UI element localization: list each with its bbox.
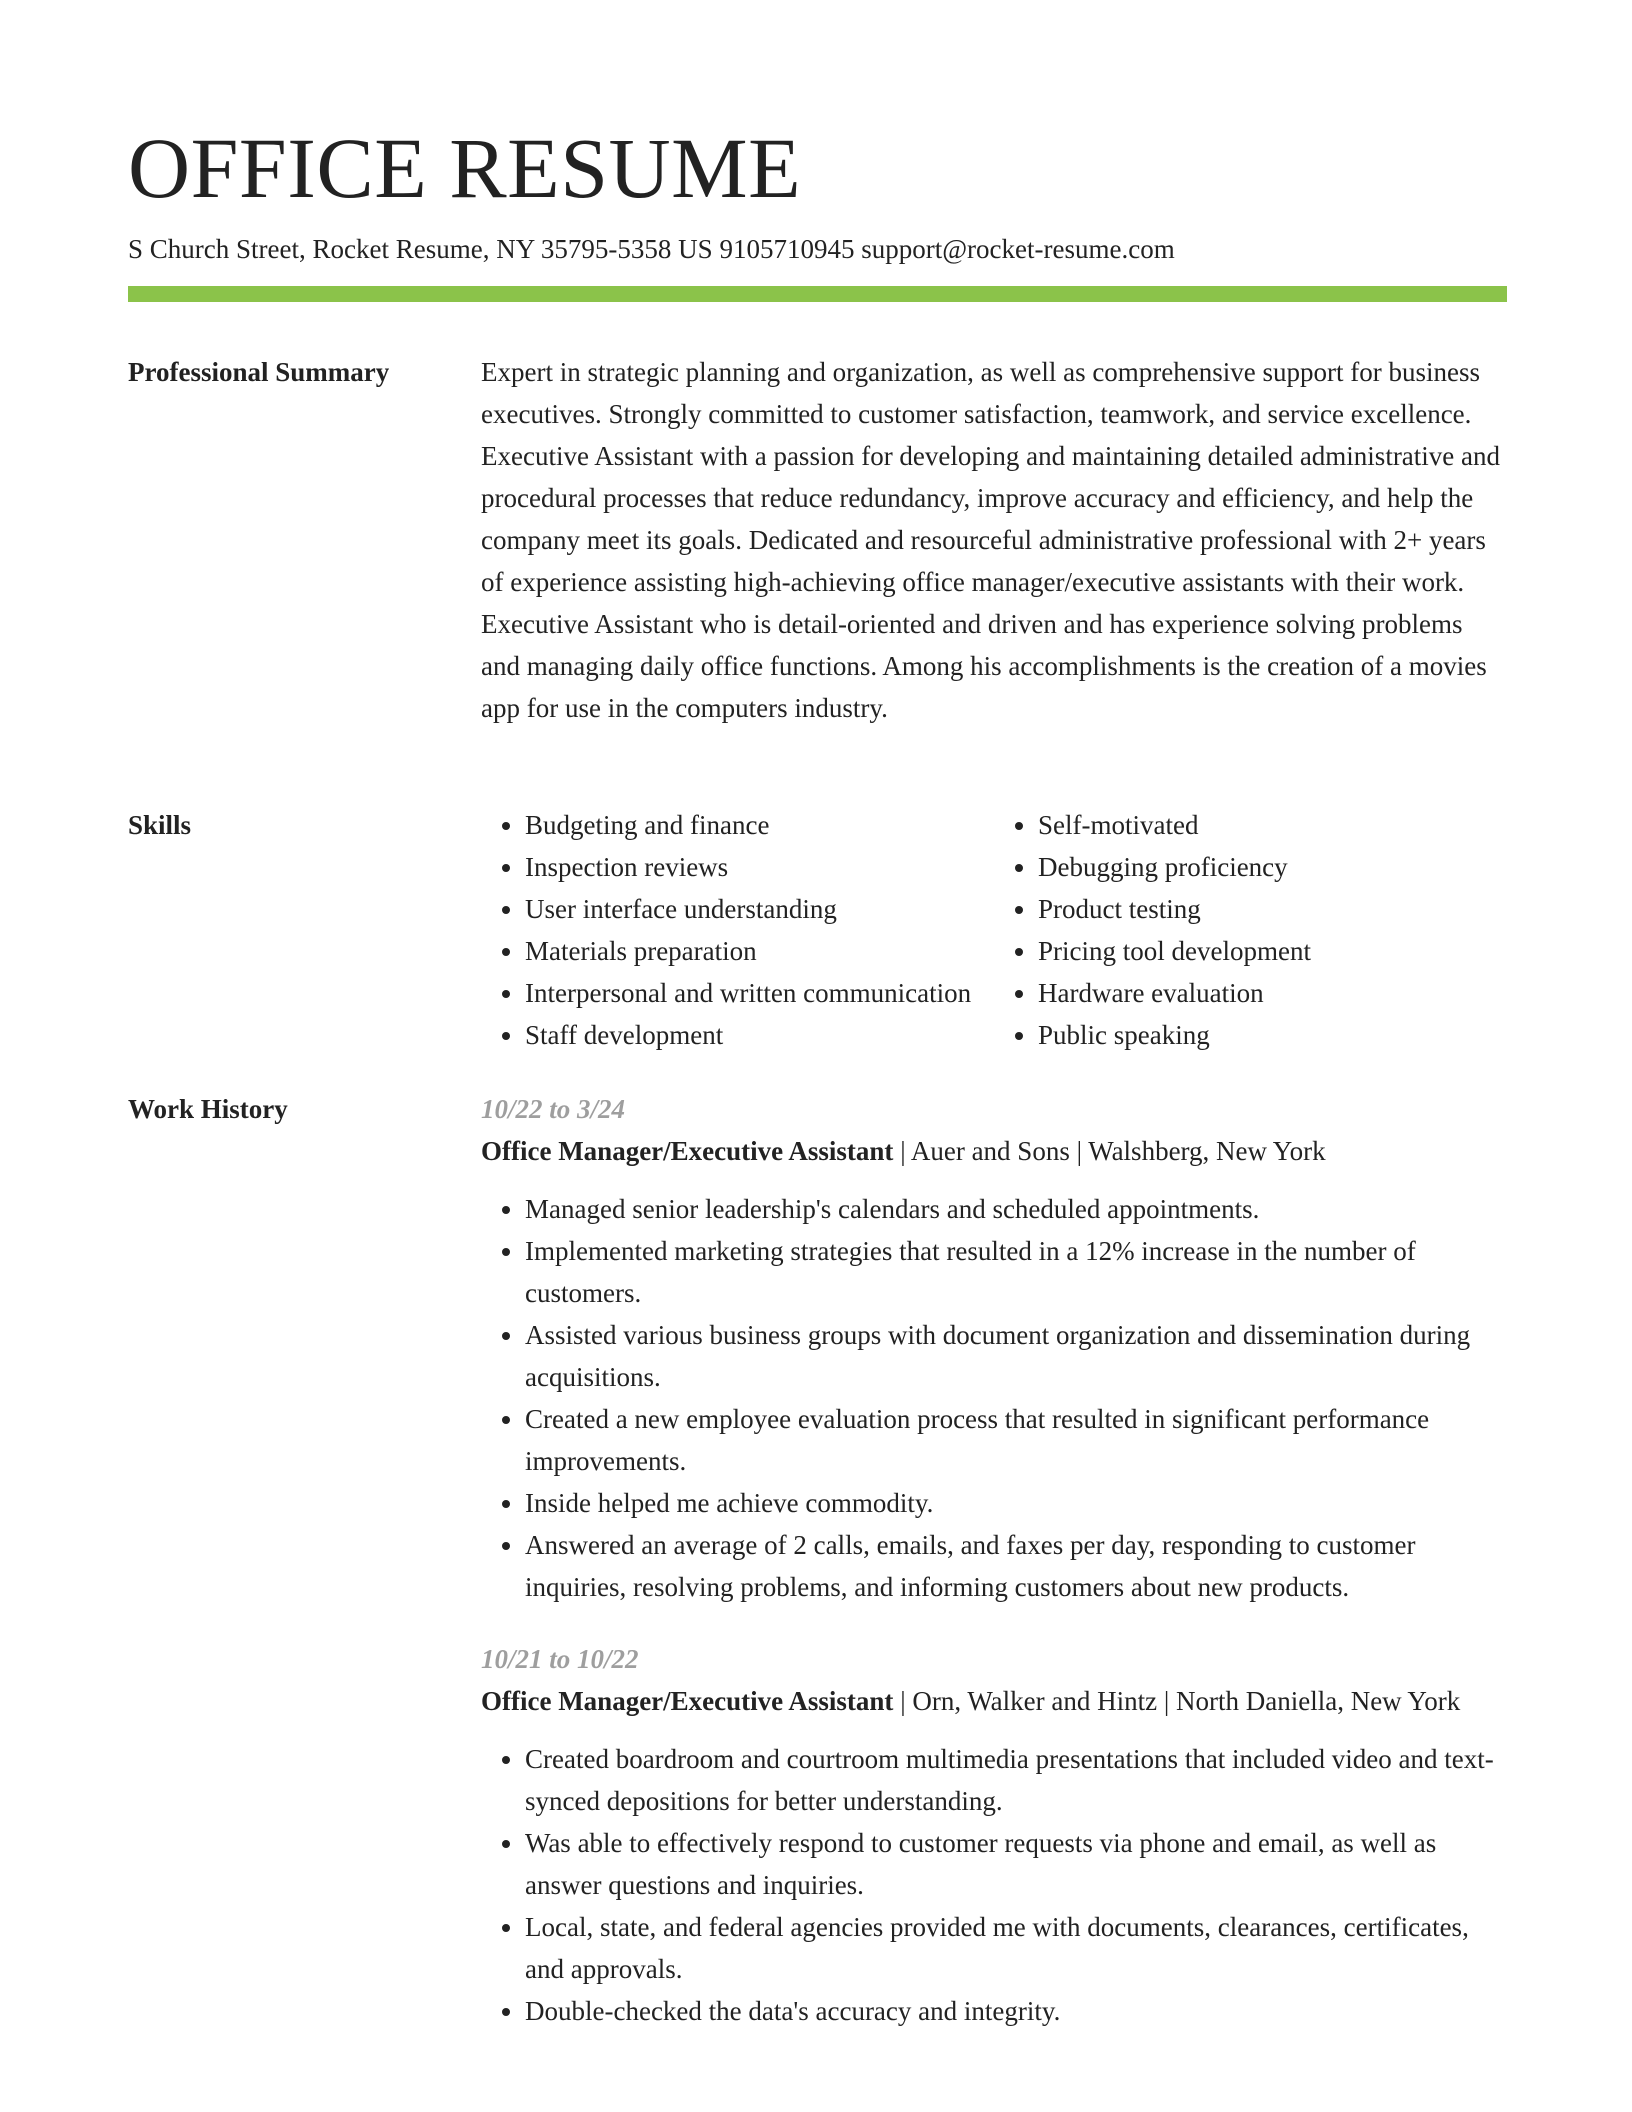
summary-heading: Professional Summary — [128, 357, 390, 387]
skill-item: • Pricing tool development — [1038, 930, 1507, 972]
job-entry — [481, 1638, 1507, 2032]
summary-text: Expert in strategic planning and organization, as well as comprehensive support for business executives. Strongly committed to customer satisfaction, teamwork, and service excellence. Executive Assistant with a passion for developing and maintaining detailed administrative and procedural processes that reduce redundancy, improve accuracy and efficiency, and help the company meet its goals. Dedicated and resourceful administrative professional with 2+ years of experience assisting high-achieving office manager/executive assistants with their work. Executive Assistant who is detail-oriented and driven and has experience solving problems and managing daily office functions. Among his accomplishments is the creation of a movies app for use in the computers industry. — [481, 357, 1501, 723]
job-employer: | Auer and Sons | Walshberg, New York — [893, 1136, 1326, 1166]
job-entry — [481, 1088, 1507, 1608]
skill-item: • User interface understanding — [525, 888, 994, 930]
skill-item: • Public speaking — [1038, 1014, 1507, 1056]
header-divider — [128, 286, 1507, 302]
job-bullet: • Local, state, and federal agencies provided me with documents, clearances, certificates, and approvals. — [525, 1906, 1507, 1990]
job-bullet: • Created a new employee evaluation process that resulted in significant performance improvements. — [525, 1398, 1507, 1482]
job-dates: 10/22 to 3/24 — [481, 1094, 626, 1124]
skill-item: • Staff development — [525, 1014, 994, 1056]
job-heading — [481, 1130, 1507, 1172]
job-bullet-list — [481, 1738, 1507, 2032]
job-bullet: • Created boardroom and courtroom multimedia presentations that included video and text-synced depositions for better understanding. — [525, 1738, 1507, 1822]
skill-item: • Inspection reviews — [525, 846, 994, 888]
resume-name: OFFICE RESUME — [128, 120, 802, 216]
skill-item: • Hardware evaluation — [1038, 972, 1507, 1014]
job-title: Office Manager/Executive Assistant — [481, 1686, 894, 1716]
job-bullet: • Answered an average of 2 calls, emails, and faxes per day, responding to customer inquiries, resolving problems, and informing customers about new products. — [525, 1524, 1507, 1608]
job-heading — [481, 1680, 1507, 1722]
skill-item: • Self-motivated — [1038, 804, 1507, 846]
work-history-heading: Work History — [128, 1094, 288, 1124]
skills-grid — [481, 804, 1507, 1056]
skills-list-left — [481, 804, 994, 1056]
skill-item: • Interpersonal and written communication — [525, 972, 994, 1014]
job-bullet: • Double-checked the data's accuracy and integrity. — [525, 1990, 1507, 2032]
job-dates: 10/21 to 10/22 — [481, 1644, 639, 1674]
job-bullet-list — [481, 1188, 1507, 1608]
job-bullet: • Was able to effectively respond to customer requests via phone and email, as well as answer questions and inquiries. — [525, 1822, 1507, 1906]
job-title: Office Manager/Executive Assistant — [481, 1136, 894, 1166]
skill-item: • Materials preparation — [525, 930, 994, 972]
job-bullet: • Implemented marketing strategies that resulted in a 12% increase in the number of customers. — [525, 1230, 1507, 1314]
job-bullet: • Managed senior leadership's calendars and scheduled appointments. — [525, 1188, 1507, 1230]
skills-heading: Skills — [128, 810, 192, 840]
skills-list-right — [994, 804, 1507, 1056]
job-bullet: • Inside helped me achieve commodity. — [525, 1482, 1507, 1524]
skill-item: • Product testing — [1038, 888, 1507, 930]
job-employer: | Orn, Walker and Hintz | North Daniella, New York — [893, 1686, 1461, 1716]
contact-line: S Church Street, Rocket Resume, NY 35795-5358 US 9105710945 support@rocket-resume.com — [128, 234, 1175, 264]
skill-item: • Debugging proficiency — [1038, 846, 1507, 888]
skill-item: • Budgeting and finance — [525, 804, 994, 846]
job-bullet: • Assisted various business groups with document organization and dissemination during acquisitions. — [525, 1314, 1507, 1398]
